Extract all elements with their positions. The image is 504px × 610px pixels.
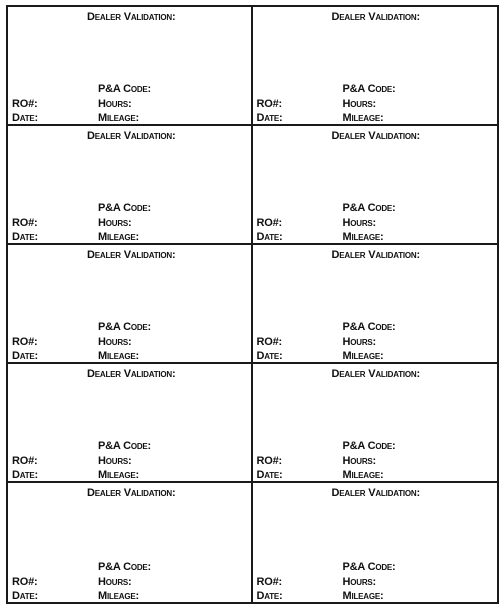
validation-card-grid <box>6 5 499 604</box>
ro-number-label: RO#: <box>256 98 282 110</box>
ro-number-label: RO#: <box>12 336 38 348</box>
dealer-validation-label: Dealer Validation: <box>87 368 176 380</box>
pa-code-label: P&A Code: <box>98 440 152 452</box>
hours-label: Hours: <box>342 455 377 467</box>
pa-code-label: P&A Code: <box>98 83 152 95</box>
validation-card <box>253 245 498 364</box>
pa-code-label: P&A Code: <box>342 440 396 452</box>
validation-card <box>253 364 498 483</box>
hours-label: Hours: <box>98 455 132 467</box>
pa-code-label: P&A Code: <box>98 561 152 573</box>
mileage-label: Mileage: <box>98 590 140 602</box>
dealer-validation-label: Dealer Validation: <box>331 249 420 261</box>
date-label: Date: <box>12 350 39 362</box>
pa-code-label: P&A Code: <box>98 321 152 333</box>
dealer-validation-label: Dealer Validation: <box>331 11 420 23</box>
ro-number-label: RO#: <box>12 455 38 467</box>
dealer-validation-label: Dealer Validation: <box>331 368 420 380</box>
ro-number-label: RO#: <box>256 336 282 348</box>
pa-code-label: P&A Code: <box>342 561 396 573</box>
dealer-validation-label: Dealer Validation: <box>87 11 176 23</box>
validation-card <box>8 126 253 245</box>
pa-code-label: P&A Code: <box>342 321 396 333</box>
pa-code-label: P&A Code: <box>342 83 396 95</box>
date-label: Date: <box>12 112 39 124</box>
mileage-label: Mileage: <box>342 350 384 362</box>
ro-number-label: RO#: <box>256 217 282 229</box>
mileage-label: Mileage: <box>98 231 140 243</box>
mileage-label: Mileage: <box>98 469 140 481</box>
hours-label: Hours: <box>98 576 132 588</box>
mileage-label: Mileage: <box>98 350 140 362</box>
validation-card <box>253 7 498 126</box>
ro-number-label: RO#: <box>12 576 38 588</box>
ro-number-label: RO#: <box>256 455 282 467</box>
dealer-validation-label: Dealer Validation: <box>87 130 176 142</box>
dealer-validation-label: Dealer Validation: <box>87 487 176 499</box>
validation-card <box>253 126 498 245</box>
hours-label: Hours: <box>98 336 132 348</box>
dealer-validation-label: Dealer Validation: <box>331 487 420 499</box>
validation-card <box>8 364 253 483</box>
ro-number-label: RO#: <box>12 217 38 229</box>
hours-label: Hours: <box>342 336 377 348</box>
validation-card <box>8 7 253 126</box>
dealer-validation-label: Dealer Validation: <box>87 249 176 261</box>
validation-card <box>8 245 253 364</box>
hours-label: Hours: <box>342 98 377 110</box>
mileage-label: Mileage: <box>342 590 384 602</box>
mileage-label: Mileage: <box>342 112 384 124</box>
mileage-label: Mileage: <box>342 231 384 243</box>
dealer-validation-label: Dealer Validation: <box>331 130 420 142</box>
ro-number-label: RO#: <box>12 98 38 110</box>
hours-label: Hours: <box>342 217 377 229</box>
date-label: Date: <box>12 231 39 243</box>
date-label: Date: <box>256 231 283 243</box>
date-label: Date: <box>256 112 283 124</box>
date-label: Date: <box>12 469 39 481</box>
ro-number-label: RO#: <box>256 576 282 588</box>
validation-card <box>253 483 498 602</box>
mileage-label: Mileage: <box>98 112 140 124</box>
date-label: Date: <box>256 350 283 362</box>
hours-label: Hours: <box>342 576 377 588</box>
validation-card <box>8 483 253 602</box>
hours-label: Hours: <box>98 98 132 110</box>
pa-code-label: P&A Code: <box>98 202 152 214</box>
date-label: Date: <box>256 469 283 481</box>
hours-label: Hours: <box>98 217 132 229</box>
pa-code-label: P&A Code: <box>342 202 396 214</box>
date-label: Date: <box>256 590 283 602</box>
date-label: Date: <box>12 590 39 602</box>
mileage-label: Mileage: <box>342 469 384 481</box>
